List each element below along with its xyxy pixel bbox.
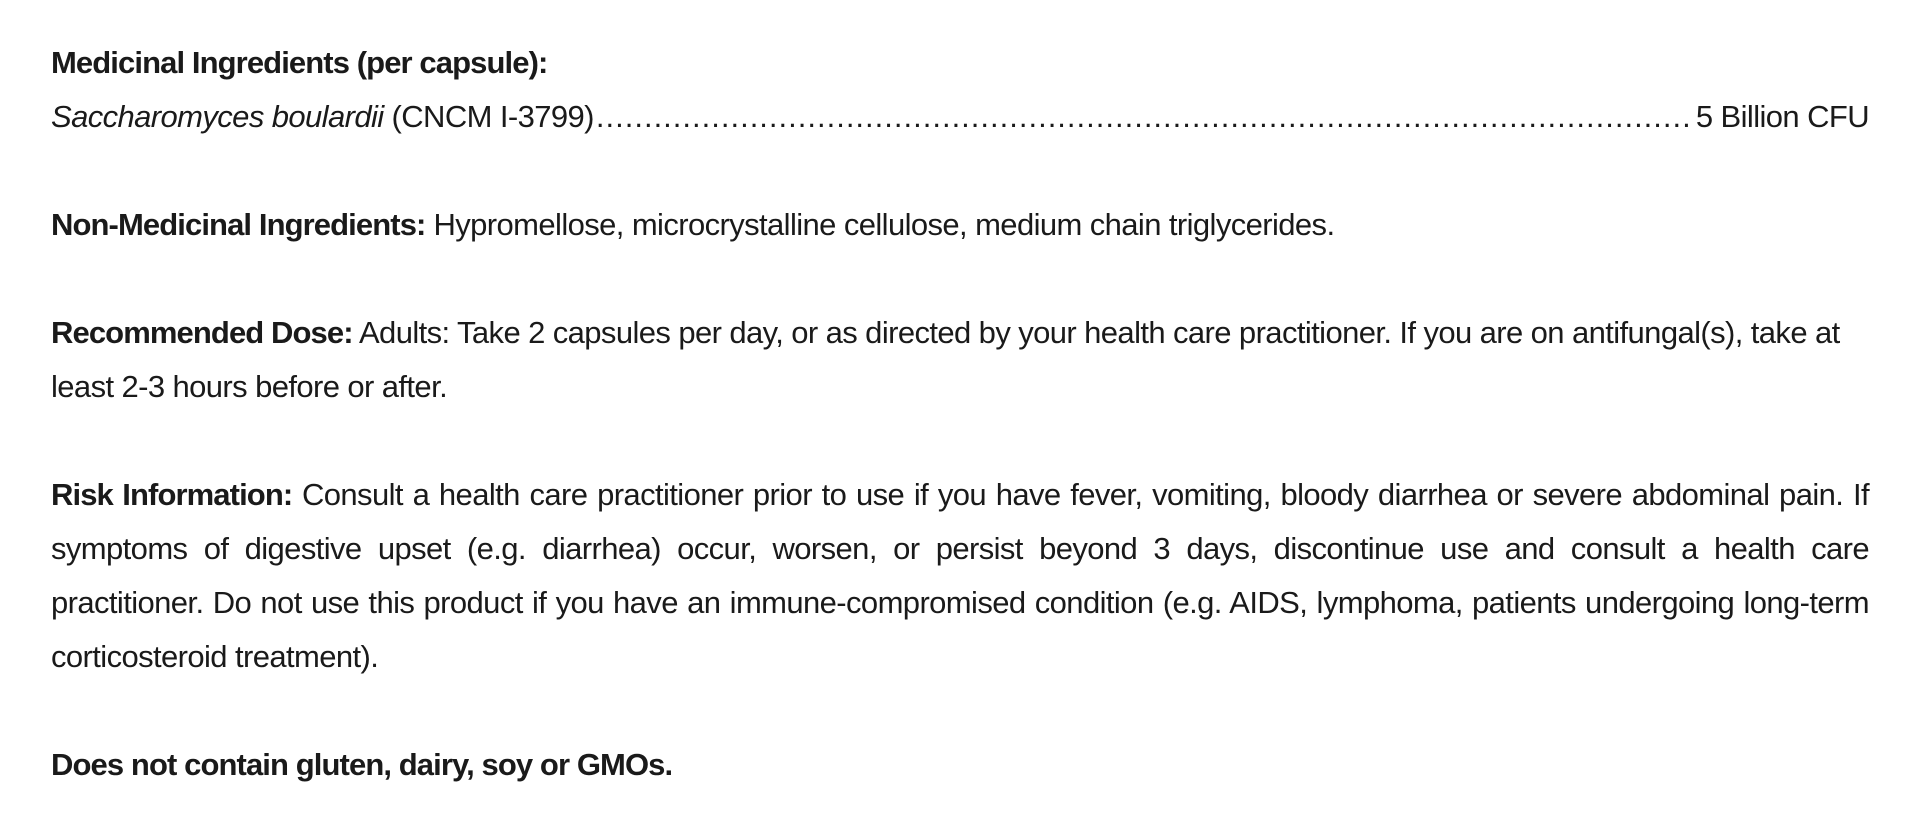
ingredient-amount: 5 Billion CFU: [1695, 99, 1869, 134]
risk-information-text: Consult a health care practitioner prior to use if you have fever, vomiting, bloody diarrhea or severe abdominal pain. If symptoms of digestive upset (e.g. diarrhea) occur, worsen, or persist beyond 3 days, discontinue use and consult a health care practitioner. Do not use this product if you have an immune-compromised condition (e.g. AIDS, lymphoma, patients undergoing long-term corticosteroid treatment).: [51, 477, 1869, 674]
recommended-dose-text: Adults: Take 2 capsules per day, or as directed by your health care practitioner. If you are on antifungal(s), take at least 2-3 hours before or after.: [51, 315, 1840, 404]
ingredient-name: Saccharomyces boulardii: [51, 99, 384, 134]
non-medicinal-label: Non-Medicinal Ingredients:: [51, 207, 426, 242]
ingredient-strain: (CNCM I-3799): [391, 99, 594, 134]
allergen-statement: Does not contain gluten, dairy, soy or GMOs.: [51, 747, 673, 782]
risk-information-label: Risk Information:: [51, 477, 293, 512]
product-label-text: [51, 36, 1869, 792]
medicinal-ingredients-section: [51, 36, 1869, 144]
recommended-dose-label: Recommended Dose:: [51, 315, 353, 350]
medicinal-ingredients-heading: Medicinal Ingredients (per capsule):: [51, 45, 548, 80]
ingredient-row: [51, 90, 1869, 144]
non-medicinal-ingredients-section: [51, 198, 1869, 252]
risk-information-section: [51, 468, 1869, 684]
dot-leader: [596, 90, 1694, 144]
recommended-dose-section: [51, 306, 1869, 414]
non-medicinal-text: Hypromellose, microcrystalline cellulose, medium chain triglycerides.: [433, 207, 1335, 242]
